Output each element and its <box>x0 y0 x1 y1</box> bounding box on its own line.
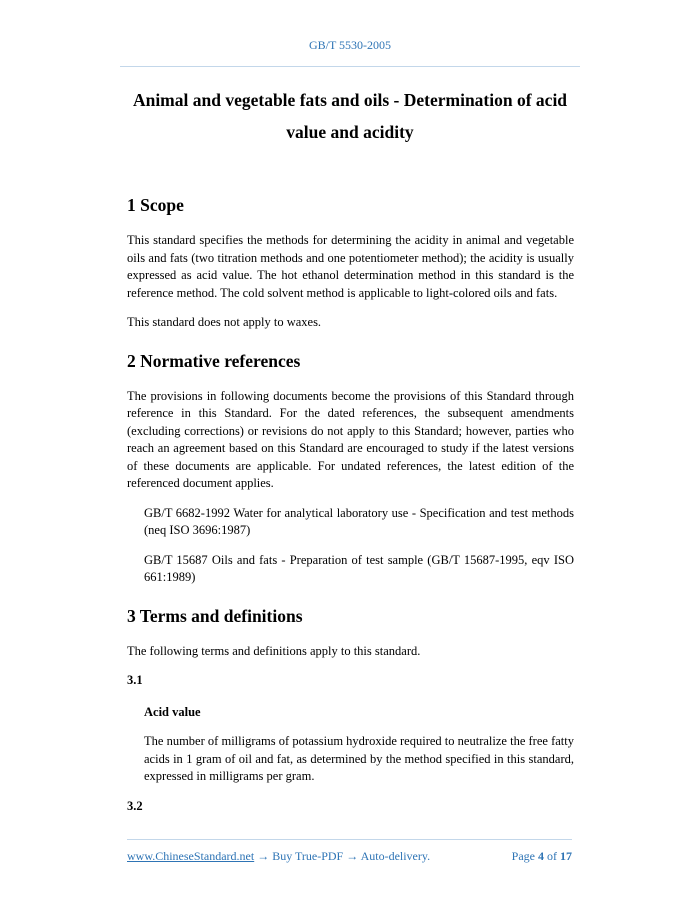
reference-item-2: GB/T 15687 Oils and fats - Preparation of test sample (GB/T 15687-1995, eqv ISO 661:1989) <box>144 552 574 584</box>
document-title <box>110 84 590 148</box>
reference-item-1: GB/T 6682-1992 Water for analytical laboratory use - Specification and test methods (neq ISO 3696:1987) <box>144 505 574 537</box>
page-footer <box>127 839 572 863</box>
page-number <box>512 849 572 864</box>
title-line-2: value and acidity <box>286 122 414 142</box>
section-heading-references: 2 Normative references <box>127 350 301 371</box>
section-heading-scope: 1 Scope <box>127 195 184 215</box>
site-link[interactable]: www.ChineseStandard.net <box>127 849 255 863</box>
scope-paragraph-1: This standard specifies the methods for determining the acidity in animal and vegetable oils and fats (two titration methods and one potentiometer method); the acidity is usually expressed as acid value. The hot ethanol determination method in this standard is the reference method. The cold solvent method is applicable to light-colored oils and fats. <box>127 233 574 300</box>
scope-paragraph-2: This standard does not apply to waxes. <box>127 315 322 329</box>
promo-text: → Buy True-PDF → Auto-delivery. <box>254 849 431 863</box>
document-body <box>127 194 574 829</box>
terms-intro: The following terms and definitions apply to this standard. <box>127 643 421 658</box>
term-definition-acid-value: The number of milligrams of potassium hydroxide required to neutralize the free fatty acids in 1 gram of oil and fat, as determined by the method specified in this standard, expressed in milligrams per gram. <box>144 734 574 783</box>
page-total: 17 <box>560 849 572 863</box>
references-paragraph: The provisions in following documents become the provisions of this Standard through reference in this Standard. For the dated references, the subsequent amendments (excluding corrections) or revisions do not apply to this Standard; however, parties who reach an agreement based on this Standard are encouraged to study if the latest versions of these documents are applicable. For undated references, the latest edition of the referenced document applies. <box>127 388 574 490</box>
page-of: of <box>547 849 557 863</box>
term-name-acid-value: Acid value <box>144 704 201 719</box>
footer-promo <box>127 849 430 864</box>
section-heading-terms: 3 Terms and definitions <box>127 605 303 626</box>
page-header <box>120 38 580 67</box>
page-label: Page <box>511 849 535 863</box>
standard-code: GB/T 5530-2005 <box>308 38 392 52</box>
page-current: 4 <box>538 849 544 863</box>
title-line-1: Animal and vegetable fats and oils - Determination of acid <box>132 90 568 110</box>
clause-number-3-1: 3.1 <box>127 673 143 687</box>
clause-number-3-2: 3.2 <box>127 798 143 813</box>
